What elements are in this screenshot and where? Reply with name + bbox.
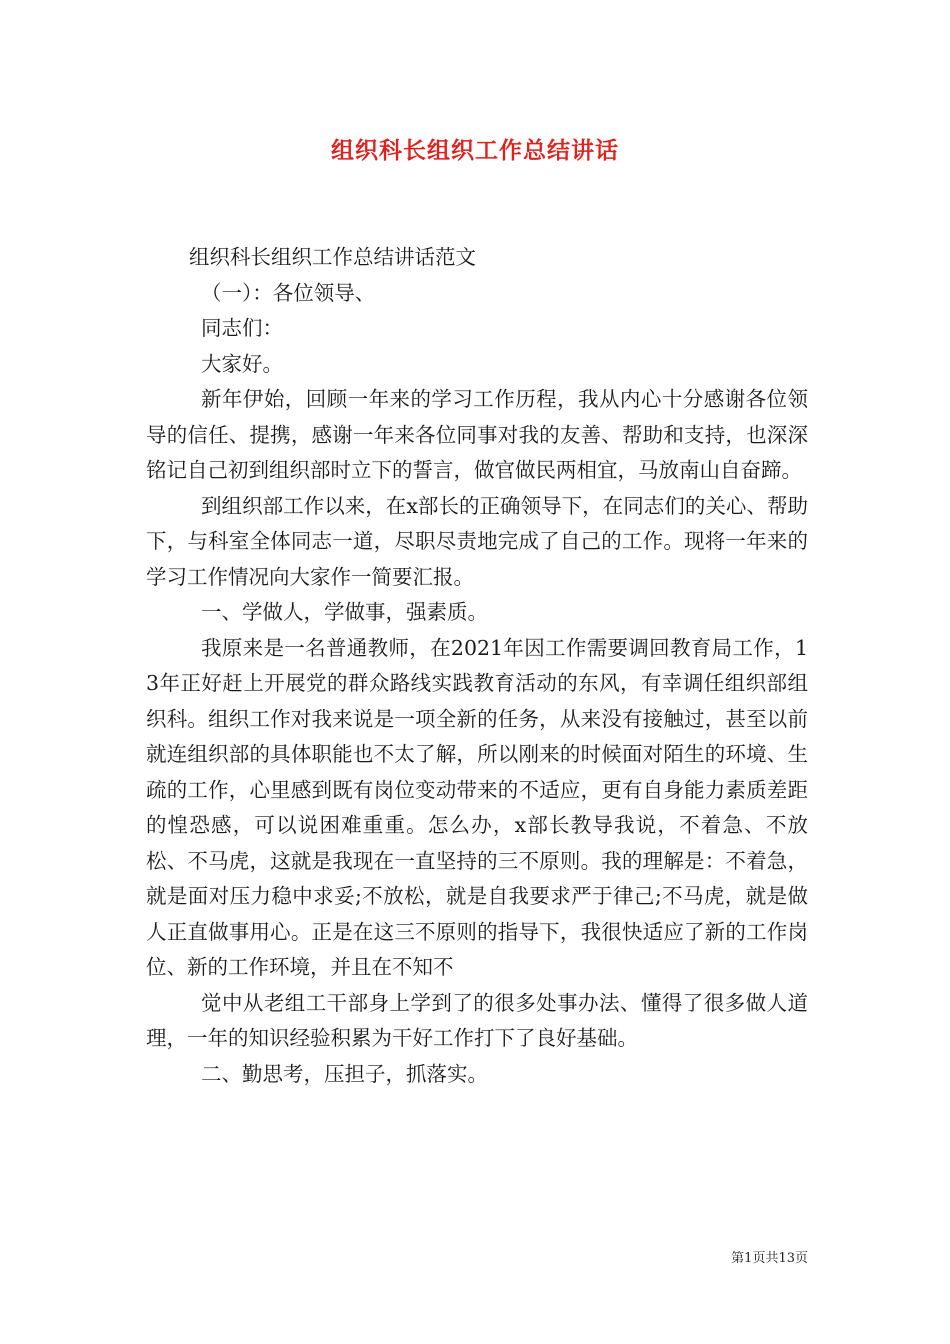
page-number: 第1页共13页	[731, 1251, 808, 1266]
section-heading: 一、学做人，学做事，强素质。	[201, 600, 488, 624]
paragraph-greeting: 大家好。	[201, 351, 283, 376]
paragraph-comrades: 同志们：	[201, 316, 283, 340]
paragraph: 到组织部工作以来，在x部长的正确领导下，在同志们的关心、帮助下，与科室全体同志一道，尽职尽责地完成了自己的工作。现将一年来的学习工作情况向大家作一简要汇报。	[146, 493, 808, 589]
paragraph: 新年伊始，回顾一年来的学习工作历程，我从内心十分感谢各位领导的信任、提携，感谢一年来各位同事对我的友善、帮助和支持，也深深铭记自己初到组织部时立下的誓言，做官做民两相宜，马放南山自奋蹄。	[146, 387, 808, 482]
paragraph-subtitle: 组织科长组织工作总结讲话范文	[189, 245, 476, 269]
paragraph: 我原来是一名普通教师，在2021年因工作需要调回教育局工作，13年正好赶上开展党的群众路线实践教育活动的东风，有幸调任组织部组织科。组织工作对我来说是一项全新的任务，从来没有接触过，甚至以前就连组织部的具体职能也不太了解，所以刚来的时候面对陌生的环境、生疏的工作，心里感到既有岗位变动带来的不适应，更有自身能力素质差距的惶恐感，可以说困难重重。怎么办，x部长教导我说，不着急、不放松、不马虎，这就是我现在一直坚持的三不原则。我的理解是：不着急，就是面对压力稳中求妥;不放松，就是自我要求严于律己;不马虎，就是做人正直做事用心。正是在这三不原则的指导下，我很快适应了新的工作岗位、新的工作环境，并且在不知不	[146, 635, 808, 979]
paragraph: 觉中从老组工干部身上学到了的很多处事办法、懂得了很多做人道理，一年的知识经验积累为干好工作打下了良好基础。	[146, 990, 808, 1050]
document-title: 组织科长组织工作总结讲话	[331, 137, 619, 164]
paragraph-salutation: （一）：各位领导、	[201, 280, 376, 305]
section-heading: 二、勤思考，压担子，抓落实。	[201, 1061, 488, 1086]
document-body	[146, 240, 808, 1092]
